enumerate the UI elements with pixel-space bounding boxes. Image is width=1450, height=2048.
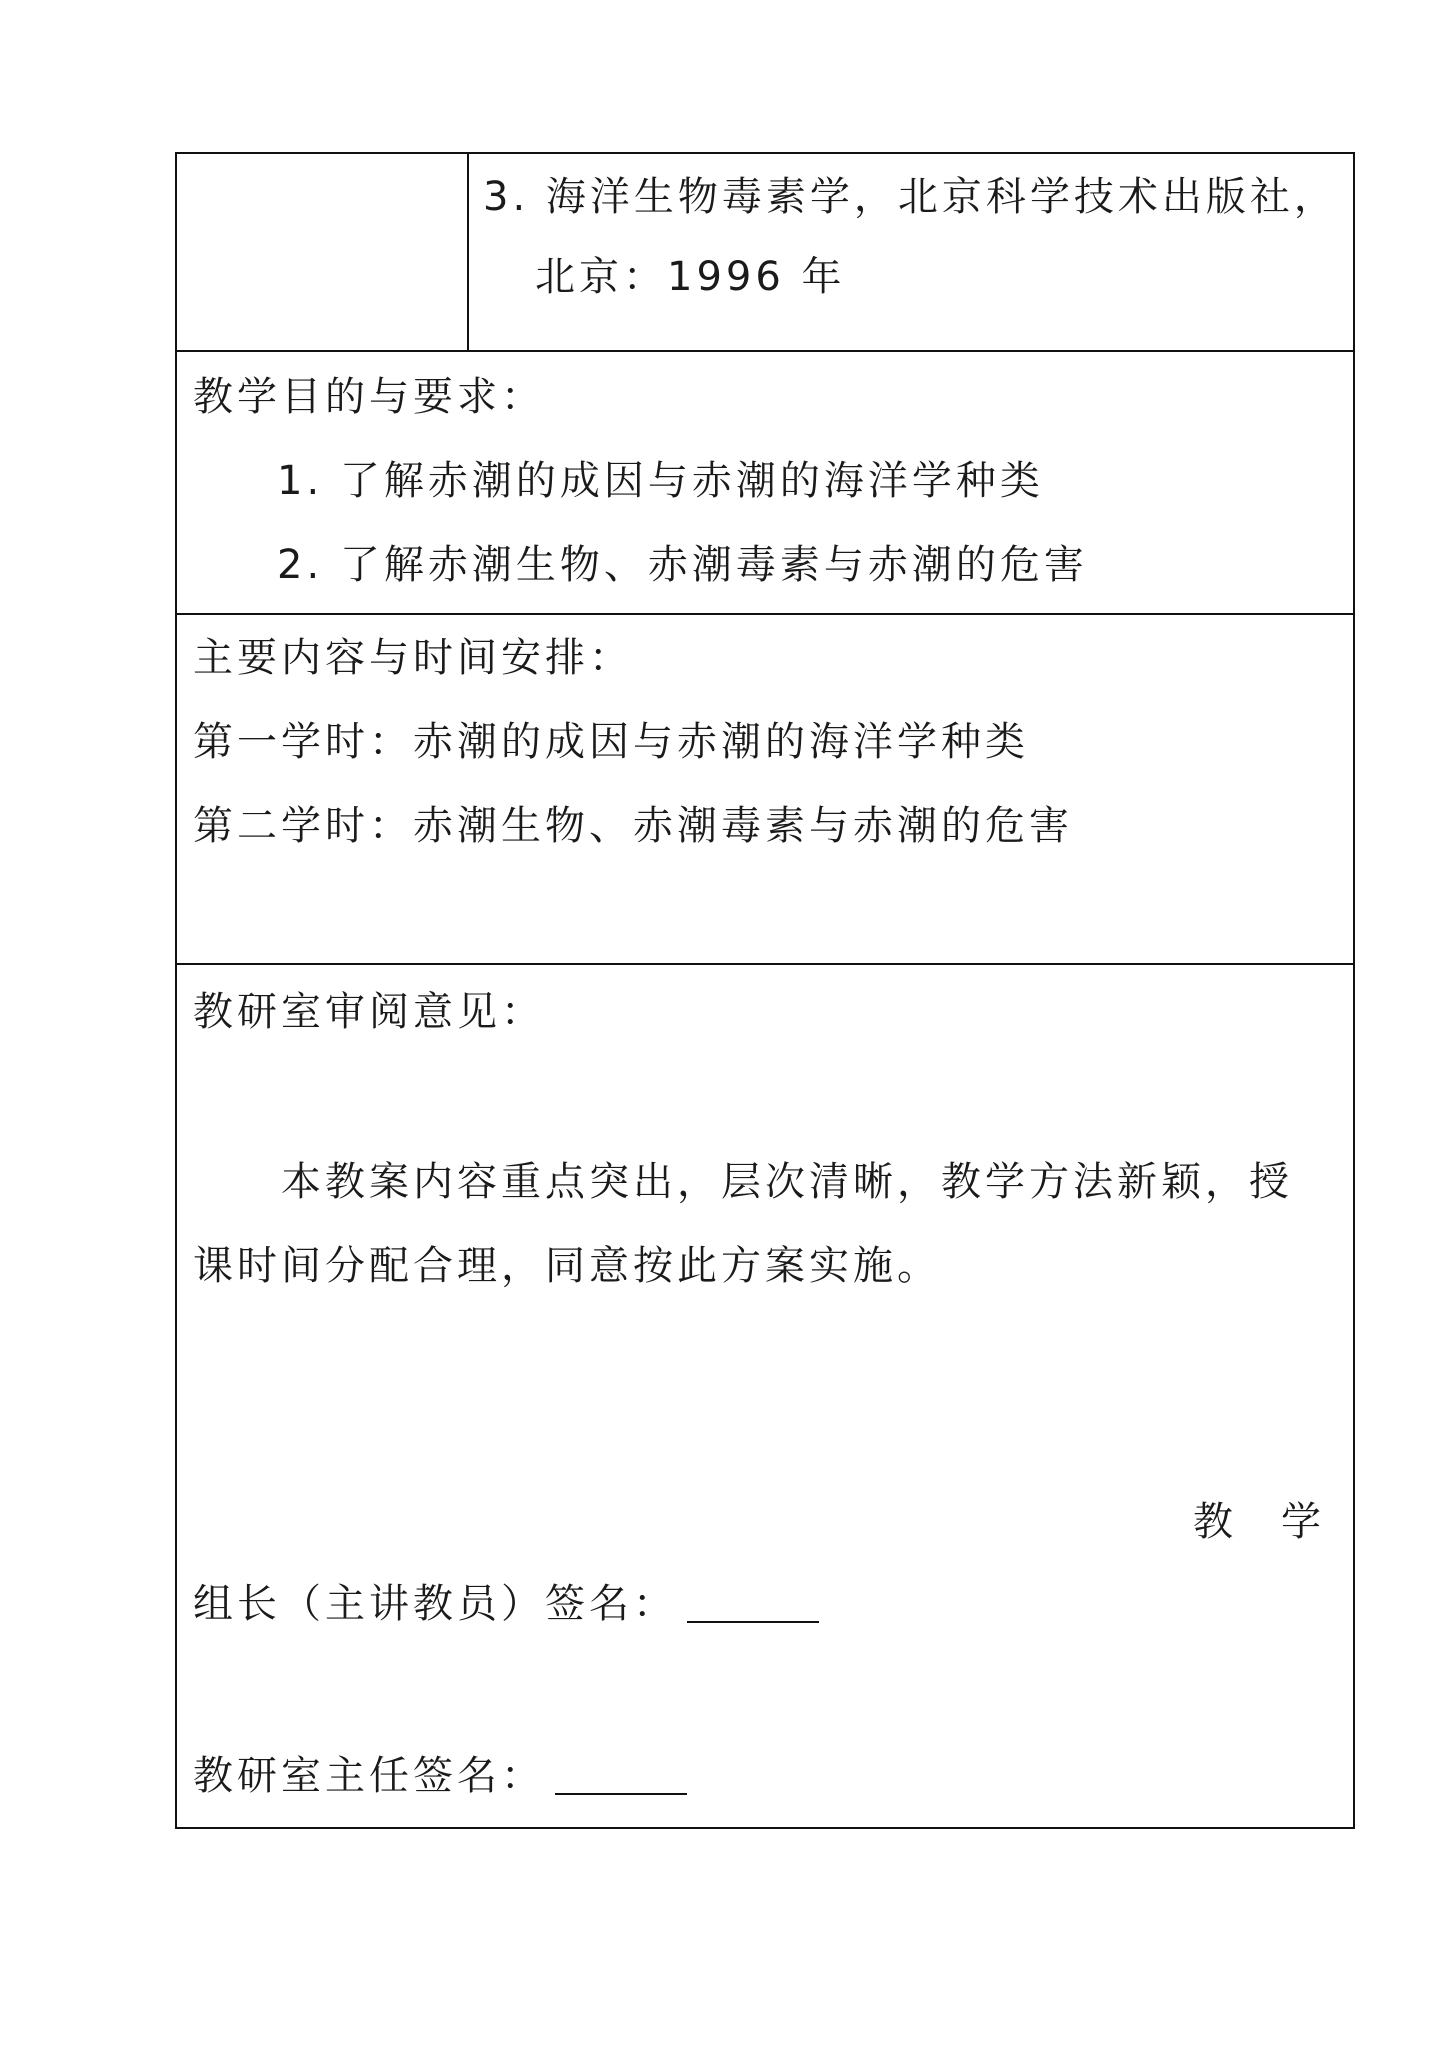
- director-signature-blank[interactable]: [555, 1757, 687, 1795]
- lesson-plan-form: [175, 152, 1355, 1829]
- director-signature: [193, 1751, 687, 1801]
- reference-item-3-line-1: 3. 海洋生物毒素学，北京科学技术出版社，: [483, 174, 1338, 220]
- objective-item-1: 1. 了解赤潮的成因与赤潮的海洋学种类: [277, 458, 1044, 504]
- objectives-section: [177, 352, 1353, 615]
- review-opinion-line-2: 课时间分配合理，同意按此方案实施。: [193, 1243, 941, 1289]
- group-leader-signature: [193, 1579, 819, 1629]
- references-label-cell: [177, 154, 469, 350]
- references-row: [177, 154, 1353, 352]
- objectives-heading: 教学目的与要求：: [193, 374, 545, 420]
- director-label: 教研室主任签名：: [193, 1753, 545, 1799]
- objective-item-2: 2. 了解赤潮生物、赤潮毒素与赤潮的危害: [277, 542, 1088, 588]
- group-leader-signature-blank[interactable]: [687, 1585, 819, 1623]
- content-heading: 主要内容与时间安排：: [193, 635, 633, 681]
- review-heading: 教研室审阅意见：: [193, 989, 545, 1035]
- reference-item-3-line-2: 北京：1996 年: [535, 254, 846, 300]
- content-schedule-section: [177, 615, 1353, 965]
- group-leader-label: 组长（主讲教员）签名：: [193, 1581, 677, 1627]
- period-2: 第二学时：赤潮生物、赤潮毒素与赤潮的危害: [193, 803, 1073, 849]
- signature-prefix: 教 学: [1193, 1499, 1325, 1545]
- review-opinion-line-1: 本教案内容重点突出，层次清晰，教学方法新颖，授: [281, 1159, 1293, 1205]
- references-content-cell: [469, 154, 1353, 350]
- review-section: [177, 965, 1353, 1829]
- period-1: 第一学时：赤潮的成因与赤潮的海洋学种类: [193, 719, 1029, 765]
